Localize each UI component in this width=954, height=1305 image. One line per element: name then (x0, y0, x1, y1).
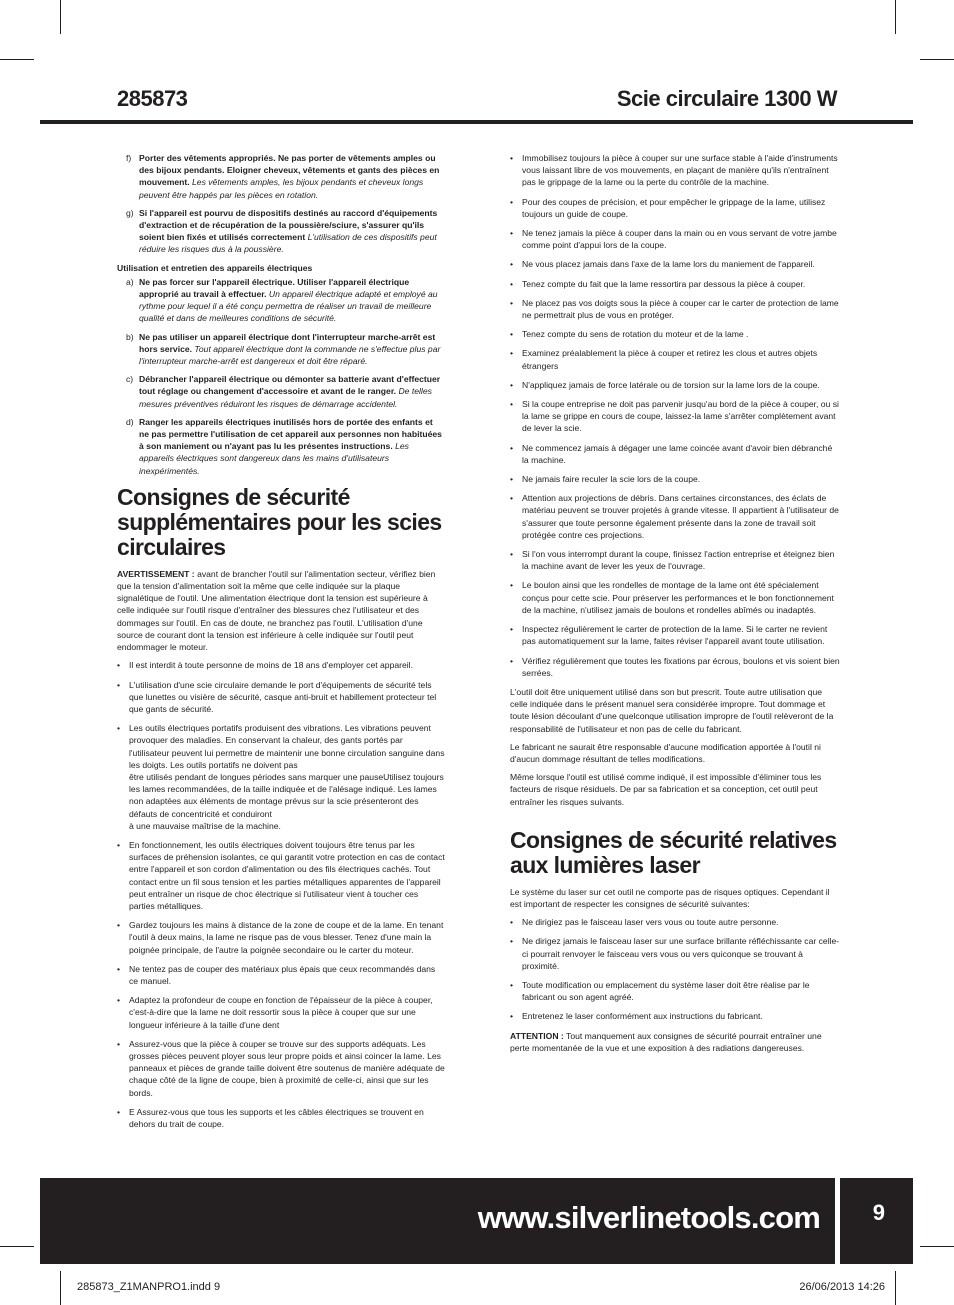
item-marker: g) (126, 207, 134, 218)
circular-saw-bullets (117, 659, 445, 1130)
bullet-mark: • (510, 399, 514, 410)
item-text: Il est interdit à toute personne de moins de 18 ans d'employer cet appareil. (129, 660, 413, 671)
crop-mark (0, 59, 34, 60)
section-heading-laser: Consignes de sécurité relatives aux lumières laser (510, 826, 837, 878)
bullet-mark: • (510, 259, 514, 270)
item-text: Ne jamais faire reculer la scie lors de la coupe. (522, 474, 701, 485)
item-text: En fonctionnement, les outils électriques doivent toujours être tenus par les surfaces de préhension isolantes, ce qui garantit votre protection en cas de contact entre l'appareil et son cordon d'alimentation ou des fils électriques cachés. Tout contact entre un fil sous tension et les parties métalliques apparentes de l'appareil peut entraîner un risque de choc électrique si l'utilisateur vient à toucher ces parties métalliques. (129, 839, 445, 911)
bullet-mark: • (510, 153, 514, 163)
item-bold-text: Porter des vêtements appropriés. Ne pas porter de vêtements amples ou des bijoux pendants. Eloigner cheveux, vêtements et gants des pièces en mouvement. (139, 153, 440, 188)
bullet-mark: • (510, 655, 514, 666)
bullet-mark: • (510, 329, 514, 340)
item-text: Ne tenez jamais la pièce à couper dans la main ou en vous servant de votre jambe comme point d'appui lors de la coupe. (522, 228, 837, 251)
bullet-mark: • (510, 917, 514, 928)
crop-mark (60, 1271, 61, 1305)
bullet-mark: • (117, 1106, 121, 1117)
item-marker: b) (126, 331, 134, 342)
item-marker: a) (126, 276, 134, 287)
product-code: 285873 (117, 86, 188, 111)
laser-intro: Le système du laser sur cet outil ne comporte pas de risques optiques. Cependant il est important de respecter les consignes de sécurité suivantes: (510, 886, 830, 909)
warning-text: avant de brancher l'outil sur l'alimentation secteur, vérifiez bien que la tension d'alimentation soit la même que celle indiquée sur la plaque signalétique de l'outil. Une alimentation électrique dont la tension est supérieure à celle indiquée sur l'outil risque d'entraîner des blessures chez l'utilisateur et des dommages sur l'outil. En cas de doute, ne branchez pas l'outil. L'utilisation d'une source de courant dont la tension est inférieure à celle indiquée sur l'outil peut endommager le moteur. (117, 568, 436, 653)
website-link[interactable]: www.silverlinetools.com (477, 1200, 820, 1235)
list-item (510, 979, 840, 1003)
right-column (510, 152, 840, 1060)
left-column (117, 152, 445, 1137)
bullet-mark: • (510, 493, 514, 504)
list-item (510, 152, 840, 189)
item-text: Ne placez pas vos doigts sous la pièce à couper car le carter de protection de lame ne permettrait plus de vous en protéger. (522, 297, 839, 321)
item-text: Tenez compte du fait que la lame ressortira par dessous la pièce à couper. (522, 278, 806, 289)
list-item (510, 278, 840, 290)
item-text: Entretenez le laser conformément aux instructions du fabricant. (522, 1011, 763, 1022)
crop-mark (920, 59, 954, 60)
item-bold-text: Ne pas forcer sur l'appareil électrique. Utiliser l'appareil électrique approprié au travail à effectuer. (139, 276, 410, 300)
saw-handling-bullets (510, 152, 840, 679)
slug-date: 26/06/2013 14:26 (799, 1281, 885, 1293)
page-number: 9 (872, 1200, 885, 1225)
item-text: Attention aux projections de débris. Dans certaines circonstances, des éclats de matériau peuvent se trouver projetés à grande vitesse. Il appartient à l'utilisateur de s'assurer que toute personne également présente dans la zone de travail soit protégée contre ces projections. (522, 493, 839, 540)
safety-list-usage (117, 276, 445, 477)
attention-paragraph (510, 1030, 840, 1054)
laser-bullets (510, 916, 840, 1022)
item-text: Ne tentez pas de couper des matériaux plus épais que ceux recommandés dans ce manuel. (129, 963, 436, 986)
list-item (510, 398, 840, 435)
list-item (510, 623, 840, 647)
item-text: L'utilisation d'une scie circulaire demande le port d'équipements de sécurité tels que lunettes ou visière de sécurité, casque anti-bruit et habillement protecteur tel que gants de sécurité. (129, 679, 437, 714)
crop-mark (895, 0, 896, 34)
item-bold-text: Si l'appareil est pourvu de dispositifs destinés au raccord d'équipements d'extraction et de récupération de la poussière/sciure, s'assurer qu'ils soient bien fixés et utilisés correctement (139, 207, 438, 243)
bullet-mark: • (510, 1011, 514, 1022)
bullet-mark: • (510, 624, 514, 635)
item-italic-text: Un appareil électrique adapté et employé au rythme pour lequel il a été conçu permettra de réaliser un travail de meilleure qualité et dans de meilleures conditions de sécurité. (139, 289, 438, 324)
list-item (117, 839, 445, 912)
item-text: Les outils électriques portatifs produisent des vibrations. Les vibrations peuvent provoquer des maladies. En conservant la chaleur, des gants portés par l'utilisateur peuvent lui permettre de maintenir une bonne circulation sanguine dans les doigts. Les outils portatifs ne doivent pas être utilisés pendant de longues périodes sans marquer une pauseUtilisez toujours les lames recommandées, de la taille indiquée et de l'alésage indiqué. Les lames non adaptées aux éléments de montage prévus sur la scie présenteront des défauts de concentricité et conduiront à une mauvaise maîtrise de la machine. (129, 723, 445, 831)
bullet-mark: • (117, 660, 121, 671)
item-bold-text: Débrancher l'appareil électrique ou démonter sa batterie avant d'effectuer tout réglage ou changement d'accessoire et avant de le ranger. (139, 374, 441, 397)
bullet-mark: • (117, 963, 121, 974)
footer-bar (40, 1178, 913, 1264)
bullet-mark: • (510, 228, 514, 239)
item-italic-text: De telles mesures préventives réduiront les risques de démarrage accidentel. (139, 386, 432, 409)
attention-label: ATTENTION : (510, 1030, 564, 1041)
list-item (510, 297, 840, 321)
list-item (510, 579, 840, 616)
item-text: Pour des coupes de précision, et pour empêcher le grippage de la lame, utilisez toujours un guide de coupe. (522, 196, 826, 219)
list-item (117, 373, 445, 410)
bullet-mark: • (117, 995, 121, 1006)
list-item (117, 1106, 445, 1130)
warning-label: AVERTISSEMENT : (117, 568, 195, 579)
footer-divider (835, 1178, 840, 1264)
bullet-mark: • (510, 278, 514, 289)
list-item (117, 659, 445, 671)
list-item (510, 328, 840, 340)
item-text: Vérifiez régulièrement que toutes les fixations par écrous, boulons et vis soient bien serrées. (522, 655, 840, 678)
bullet-mark: • (117, 839, 121, 850)
body-paragraph: Même lorsque l'outil est utilisé comme indiqué, il est impossible d'éliminer tous les facteurs de risque résiduels. De par sa fabrication et sa conception, cet outil peut entraîner les risques suivants. (510, 772, 822, 807)
item-text: Inspectez régulièrement le carter de protection de la lame. Si le carter ne revient pas automatiquement sur la lame, faites réviser l'appareil avant toute utilisation. (522, 624, 828, 647)
attention-text: Tout manquement aux consignes de sécurité pourrait entraîner une perte momentanée de la vue et une exposition à des radiations dangereuses. (510, 1030, 822, 1053)
list-item (510, 473, 840, 485)
item-text: Si la coupe entreprise ne doit pas parvenir jusqu'au bord de la pièce à couper, ou si la lame se grippe en cours de coupe, laissez-la lame s'arrêter complètement avant de lever la scie. (522, 399, 839, 434)
item-italic-text: Les vêtements amples, les bijoux pendants et cheveux longs peuvent être happés par les pièces en rotation. (139, 177, 424, 200)
list-item (510, 655, 840, 679)
body-paragraph: Le fabricant ne saurait être responsable d'aucune modification apportée à l'outil ni d'aucun dommage résultant de telles modifications. (510, 741, 821, 764)
item-text: Assurez-vous que la pièce à couper se trouve sur des supports adéquats. Les grosses pièces peuvent ployer sous leur propre poids et ainsi coincer la lame. Les panneaux et pièces de grande taille doivent être soutenus de manière adéquate de chaque côté de la ligne de coupe, bien à proximité de celle-ci, ainsi que sur les bords. (129, 1038, 445, 1098)
list-item (117, 207, 445, 256)
item-text: Tenez compte du sens de rotation du moteur et de la lame . (522, 329, 749, 340)
bullet-mark: • (510, 474, 514, 485)
bullet-mark: • (510, 979, 514, 990)
item-marker: c) (126, 374, 134, 385)
crop-mark (895, 1271, 896, 1305)
item-bold-text: Ne pas utiliser un appareil électrique dont l'interrupteur marche-arrêt est hors service. (139, 331, 436, 354)
slug-filename: 285873_Z1MANPRO1.indd 9 (77, 1281, 221, 1293)
list-item (117, 152, 445, 201)
list-item (117, 963, 445, 987)
item-text: Adaptez la profondeur de coupe en fonction de l'épaisseur de la pièce à couper, c'est-à-dire que la lame ne doit ressortir sous la pièce à couper que sur une longueur inférieure à la taille d'une dent (129, 995, 433, 1030)
item-text: Toute modification ou emplacement du système laser doit être réalise par le fabricant ou son agent agréé. (522, 979, 810, 1003)
list-item (117, 679, 445, 716)
bullet-mark: • (510, 549, 514, 560)
list-item (117, 276, 445, 325)
item-marker: d) (126, 416, 134, 427)
body-paragraph: L'outil doit être uniquement utilisé dans son but prescrit. Toute autre utilisation que celle indiquée dans le présent manuel sera considérée impropre. Tout dommage et toute lésion découlant d'une quelconque utilisation impropre de l'outil relèveront de la responsabilité de l'utilisateur et non pas de celle du fabricant. (510, 686, 834, 734)
item-text: Immobilisez toujours la pièce à couper sur une surface stable à l'aide d'instruments vous laissant libre de vos mouvements, en plaçant de manière qu'ils n'entraînent pas le grippage de la lame ou la perte du contrôle de la machine. (522, 153, 838, 188)
list-item (510, 548, 840, 572)
safety-list-personal (117, 152, 445, 256)
bullet-mark: • (510, 580, 514, 591)
item-text: N'appliquez jamais de force latérale ou de torsion sur la lame lors de la coupe. (522, 379, 820, 390)
list-item (510, 442, 840, 466)
item-text: Le boulon ainsi que les rondelles de montage de la lame ont été spécialement conçus pour cette scie. Pour préserver les performances et le bon fonctionnement de la machine, n'utilisez jamais de boulons et rondelles abîmés ou inadaptés. (522, 580, 834, 615)
bullet-mark: • (510, 348, 514, 359)
item-marker: f) (126, 153, 132, 163)
crop-mark (0, 1246, 34, 1247)
list-item (510, 347, 840, 371)
bullet-mark: • (117, 679, 121, 690)
list-item (510, 227, 840, 251)
item-italic-text: Tout appareil électrique dont la commande ne s'effectue plus par l'interrupteur marche-arrêt est dangereux et doit être réparé. (139, 343, 441, 367)
item-text: Ne dirigiez pas le faisceau laser vers vous ou toute autre personne. (522, 917, 779, 928)
bullet-mark: • (117, 1038, 121, 1049)
list-item (510, 1010, 840, 1022)
list-item (510, 258, 840, 270)
item-text: E Assurez-vous que tous les supports et les câbles électriques se trouvent en dehors du trait de coupe. (129, 1106, 424, 1129)
list-item (510, 196, 840, 220)
list-item (510, 916, 840, 928)
list-item (117, 994, 445, 1031)
list-item (510, 492, 840, 541)
list-item (510, 379, 840, 391)
list-item (510, 935, 840, 972)
item-text: Ne dirigez jamais le faisceau laser sur une surface brillante réfléchissante car celle-ci pourrait renvoyer le faisceau vers vous ou vers quiconque se trouvant à proximité. (522, 936, 840, 971)
bullet-mark: • (510, 936, 514, 947)
bullet-mark: • (510, 196, 514, 207)
item-italic-text: Les appareils électriques sont dangereux dans les mains d'utilisateurs inexpérimentés. (139, 441, 409, 476)
list-item (117, 722, 445, 832)
item-bold-text: Ranger les appareils électriques inutilisés hors de portée des enfants et ne pas permettre l'utilisation de cet appareil aux personnes non habituées à son maniement ou n'ayant pas lu les présentes instructions. (139, 416, 442, 452)
item-italic-text: L'utilisation de ces dispositifs peut réduire les risques dus à la poussière. (139, 232, 437, 255)
bullet-mark: • (510, 297, 514, 308)
bullet-mark: • (510, 379, 514, 390)
crop-mark (920, 1246, 954, 1247)
item-text: Ne commencez jamais à dégager une lame coincée avant d'avoir bien débranché la machine. (522, 442, 833, 465)
page-title: Scie circulaire 1300 W (616, 86, 837, 111)
list-item (117, 1038, 445, 1099)
item-text: Gardez toujours les mains à distance de la zone de coupe et de la lame. En tenant l'outil à deux mains, la lame ne risque pas de vous blesser. Tenez d'une main la poignée principale, de l'autre la poignée secondaire ou le carter du moteur. (129, 920, 444, 955)
header-rule (40, 120, 913, 124)
bullet-mark: • (117, 723, 121, 734)
subheading: Utilisation et entretien des appareils électriques (117, 262, 313, 273)
bullet-mark: • (510, 442, 514, 453)
list-item (117, 416, 445, 477)
section-heading-circular-saws: Consignes de sécurité supplémentaires pour les scies circulaires (117, 483, 442, 560)
item-text: Examinez préalablement la pièce à couper et retirez les clous et autres objets étrangers (522, 348, 818, 371)
item-text: Si l'on vous interrompt durant la coupe, finissez l'action entreprise et éteignez bien la machine avant de lever les yeux de l'ouvrage. (522, 549, 835, 572)
warning-paragraph (117, 568, 445, 653)
list-item (117, 331, 445, 368)
crop-mark (60, 0, 61, 34)
list-item (117, 919, 445, 956)
bullet-mark: • (117, 920, 121, 931)
item-text: Ne vous placez jamais dans l'axe de la lame lors du maniement de l'appareil. (522, 259, 815, 270)
